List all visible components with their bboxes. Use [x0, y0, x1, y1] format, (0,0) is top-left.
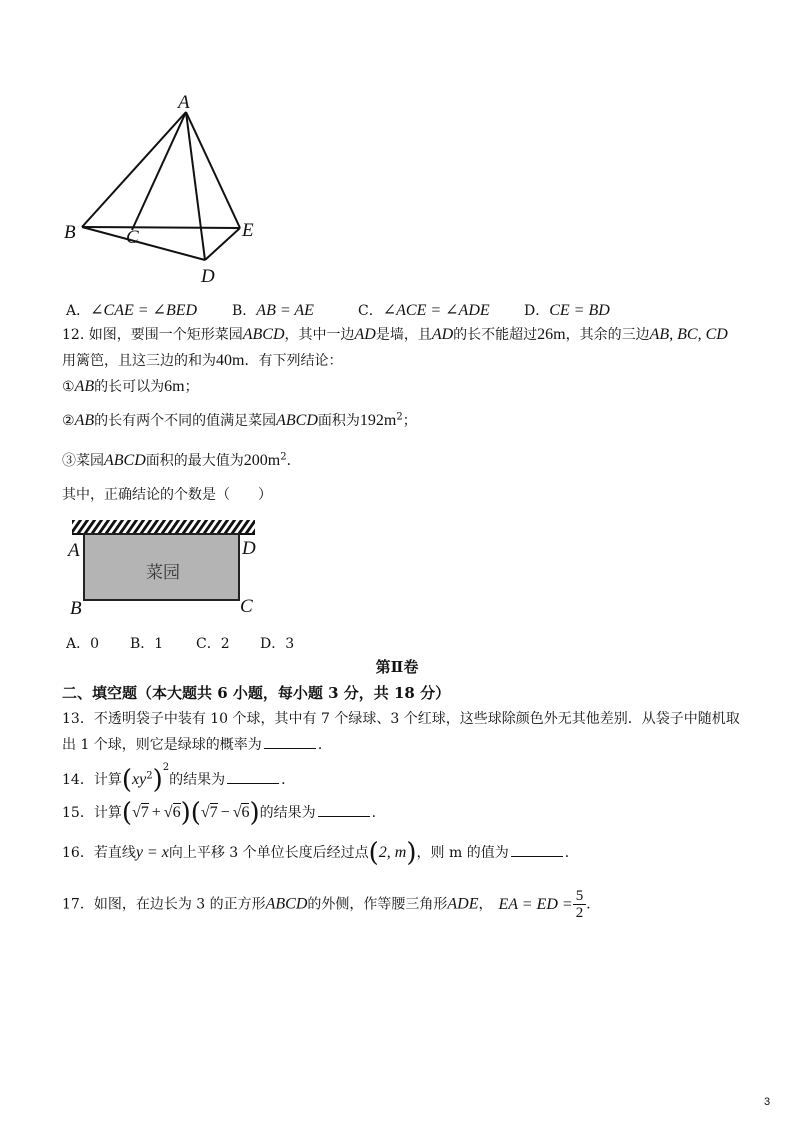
q13-line1: 13．不透明袋子中装有 10 个球，其中有 7 个绿球、3 个红球，这些球除颜色外无其他差别．从袋子中随机取	[62, 711, 740, 727]
q12-question: 其中，正确结论的个数是（ ）	[62, 487, 272, 503]
option-b: B．1	[130, 636, 164, 652]
point-label-a: A	[178, 92, 190, 113]
option-d: D．3	[260, 636, 295, 652]
fraction: $\frac{5}{2}$	[573, 888, 587, 921]
corner-label-c: C	[240, 596, 253, 617]
answer-blank[interactable]	[318, 804, 370, 817]
q12-conclusion-2: ②AB的长有两个不同的值满足菜园ABCD面积为$192m^2$；	[62, 411, 417, 429]
point-label-e: E	[242, 220, 254, 241]
answer-blank[interactable]	[264, 736, 316, 749]
point-label-d: D	[201, 266, 215, 287]
q12-line2: 用篱笆，且这三边的和为40m．有下列结论：	[62, 352, 343, 369]
corner-label-a: A	[68, 540, 80, 561]
q12-conclusion-3: ③菜园ABCD面积的最大值为$200m^2$．	[62, 451, 301, 469]
option-d: D．CE = BD	[524, 302, 610, 319]
q13-line2: 出 1 个球，则它是绿球的概率为 ．	[62, 737, 332, 753]
q17: 17．如图，在边长为 3 的正方形ABCD的外侧，作等腰三角形ADE， EA = ED = $\frac{5}{2}$ ．	[62, 888, 601, 921]
corner-label-d: D	[242, 538, 256, 559]
page-number: 3	[764, 1096, 771, 1108]
option-a: A．0	[66, 636, 100, 652]
q14: 14．计算$(xy^2)^2$的结果为 ．	[62, 762, 296, 795]
option-b: B．AB = AE	[232, 302, 314, 319]
q12-conclusion-1: ①AB的长可以为6m；	[62, 378, 199, 395]
q15: 15．计算(√7 + √6)(√7 − √6)的结果为 ．	[62, 798, 386, 828]
triangle-figure	[60, 90, 280, 290]
answer-blank[interactable]	[511, 844, 563, 857]
section-heading: 二、填空题（本大题共 6 小题，每小题 3 分，共 18 分）	[62, 684, 451, 702]
section-title: 第Ⅱ卷	[375, 658, 419, 676]
option-c: C．2	[196, 636, 230, 652]
garden-label: 菜园	[146, 563, 180, 583]
q12-line1: 12. 如图，要围一个矩形菜园ABCD，其中一边AD是墙，且AD的长不能超过26m，其余的三边AB, BC, CD	[62, 326, 728, 343]
garden-figure	[62, 514, 272, 618]
point-label-c: C	[126, 227, 139, 248]
option-c: C．∠ACE = ∠ADE	[358, 302, 490, 319]
wall-hatch	[72, 520, 255, 534]
q16: 16．若直线y = x向上平移 3 个单位长度后经过点(2, m)，则 m 的值为 ．	[62, 838, 579, 868]
corner-label-b: B	[70, 598, 82, 618]
answer-blank[interactable]	[227, 771, 279, 784]
option-a: A．∠CAE = ∠BED	[66, 302, 198, 319]
point-label-b: B	[64, 222, 76, 243]
